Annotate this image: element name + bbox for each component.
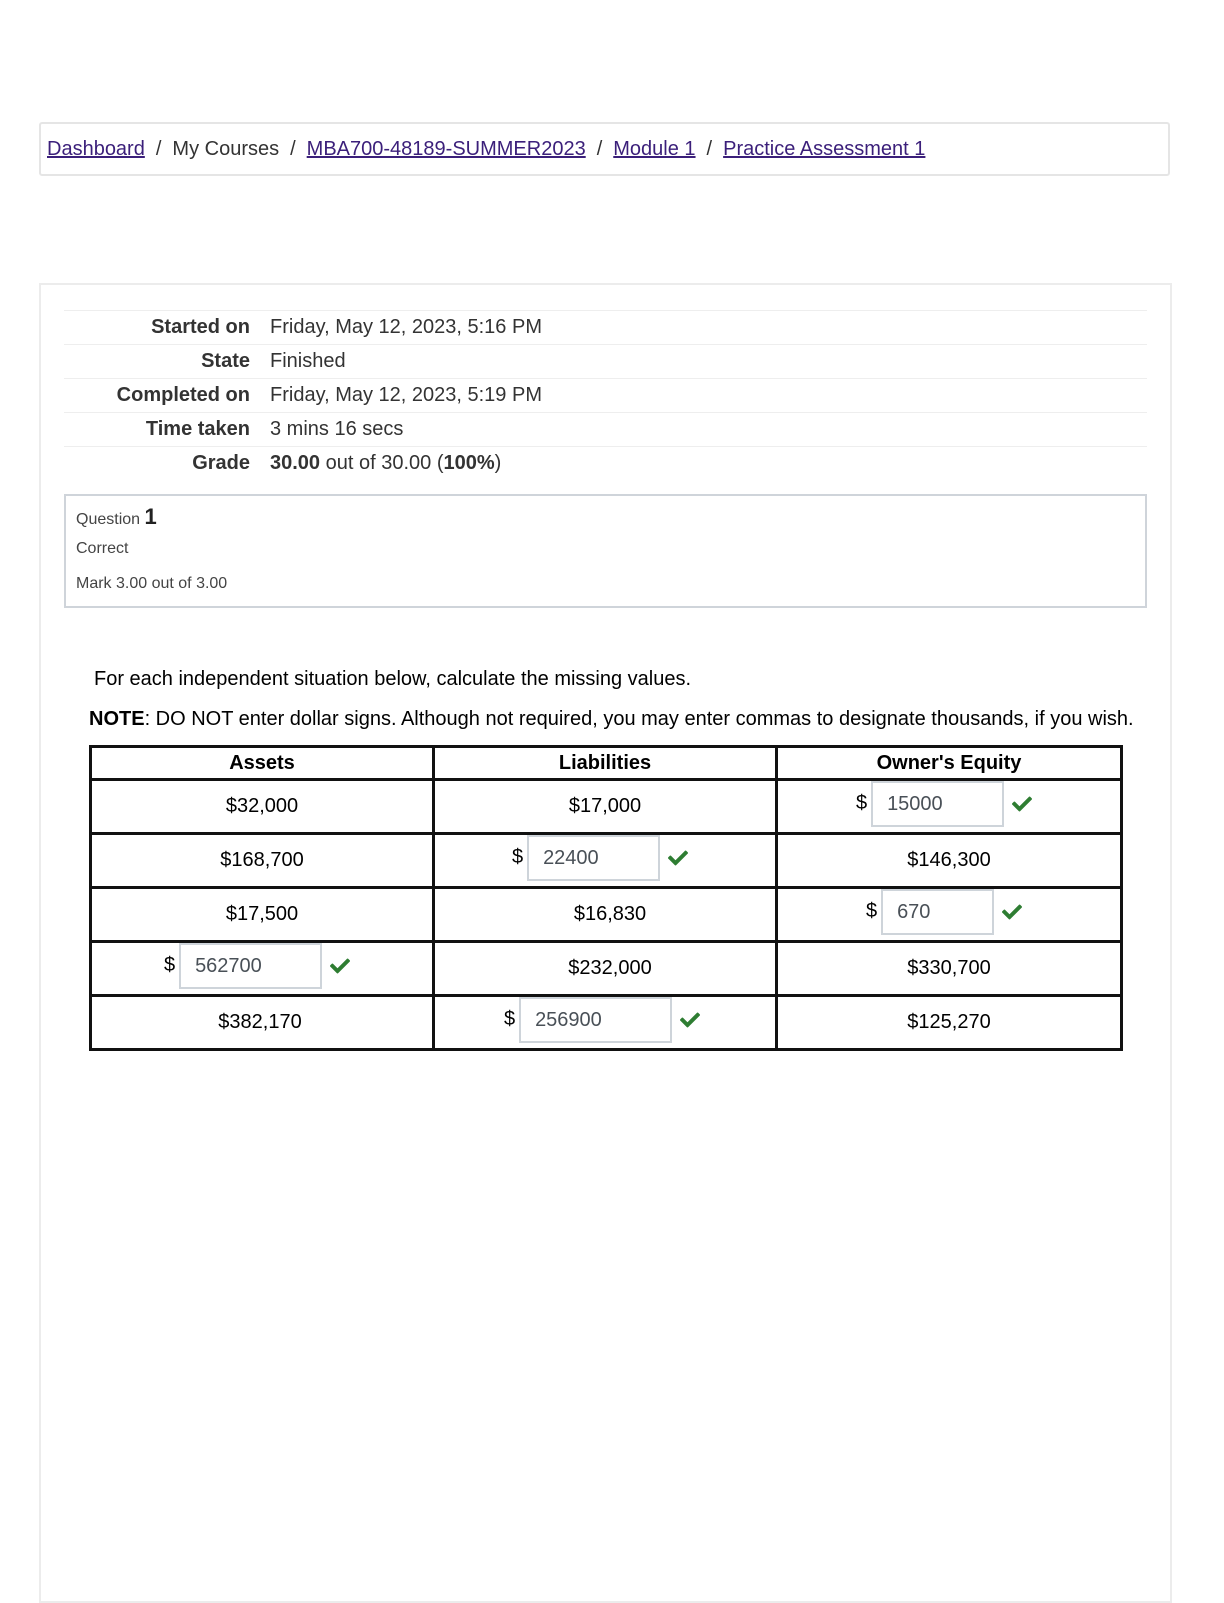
dollar-sign: $ [503,1008,516,1030]
liabilities-answer-input[interactable]: 22400 [527,835,660,881]
summary-row-time [64,413,1147,447]
cell-equity: $146,300 [777,834,1122,888]
table-row [91,780,1122,834]
answer-table [89,745,1123,1051]
dollar-sign: $ [855,792,868,814]
question-info-box [64,494,1147,608]
header-assets: Assets [91,747,434,780]
table-row [91,834,1122,888]
answer-group [164,943,350,989]
completed-on-value: Friday, May 12, 2023, 5:19 PM [270,384,542,406]
header-liabilities: Liabilities [434,747,777,780]
answer-group [504,997,700,1043]
dollar-sign: $ [163,954,176,976]
assets-answer-input[interactable]: 562700 [179,943,322,989]
cell-liabilities [434,834,777,888]
grade-score: 30.00 [270,452,321,474]
time-taken-label: Time taken [145,418,250,440]
note-label: NOTE [89,708,145,730]
grade-out-of: out of 30.00 ( [320,452,444,474]
cell-liabilities: $16,830 [434,888,777,942]
table-row [91,996,1122,1050]
equity-answer-input[interactable]: 670 [881,889,994,935]
dollar-sign: $ [865,900,878,922]
check-icon [330,956,350,976]
time-taken-value: 3 mins 16 secs [270,418,404,440]
question-label: Question [76,511,141,528]
question-state: Correct [76,540,129,557]
breadcrumb-course-link[interactable]: MBA700-48189-SUMMER2023 [306,137,586,160]
breadcrumb [39,122,1170,176]
breadcrumb-my-courses: My Courses [172,137,280,160]
state-value: Finished [270,350,346,372]
state-label: State [201,350,250,372]
liabilities-answer-input[interactable]: 256900 [519,997,672,1043]
check-icon [1012,794,1032,814]
summary-row-state [64,345,1147,379]
grade-percent: 100% [443,452,495,474]
breadcrumb-separator: / [706,137,713,160]
summary-row-started [64,311,1147,345]
breadcrumb-assessment-link[interactable]: Practice Assessment 1 [723,137,926,160]
check-icon [668,848,688,868]
cell-equity: $125,270 [777,996,1122,1050]
answer-table-header [91,747,1122,780]
cell-liabilities: $232,000 [434,942,777,996]
completed-on-label: Completed on [116,384,250,406]
grade-close: ) [494,452,502,474]
cell-equity [777,888,1122,942]
cell-equity: $330,700 [777,942,1122,996]
cell-liabilities: $17,000 [434,780,777,834]
breadcrumb-separator: / [155,137,162,160]
question-mark: Mark 3.00 out of 3.00 [76,575,228,592]
breadcrumb-dashboard-link[interactable]: Dashboard [47,137,145,160]
table-row [91,888,1122,942]
header-owners-equity: Owner's Equity [777,747,1122,780]
cell-assets: $382,170 [91,996,434,1050]
cell-liabilities [434,996,777,1050]
breadcrumb-separator: / [596,137,603,160]
note-text: : DO NOT enter dollar signs. Although not required, you may enter commas to designate thousands, if you wish. [144,708,1134,730]
answer-group [856,781,1032,827]
breadcrumb-separator: / [290,137,296,160]
started-on-label: Started on [151,316,250,338]
check-icon [680,1010,700,1030]
attempt-summary-table [64,310,1147,481]
answer-group [866,889,1022,935]
question-note [89,708,1134,731]
grade-label: Grade [192,452,250,474]
equity-answer-input[interactable]: 15000 [871,781,1004,827]
question-number [76,504,1135,530]
cell-assets: $168,700 [91,834,434,888]
grade-value [270,447,1147,481]
question-text: For each independent situation below, calculate the missing values. [94,668,692,690]
cell-equity [777,780,1122,834]
question-number-value: 1 [144,504,157,529]
cell-assets [91,942,434,996]
table-row [91,942,1122,996]
answer-group [512,835,688,881]
check-icon [1002,902,1022,922]
dollar-sign: $ [511,846,524,868]
summary-row-completed [64,379,1147,413]
started-on-value: Friday, May 12, 2023, 5:16 PM [270,316,542,338]
breadcrumb-module-link[interactable]: Module 1 [613,137,696,160]
cell-assets: $32,000 [91,780,434,834]
cell-assets: $17,500 [91,888,434,942]
summary-row-grade [64,447,1147,481]
